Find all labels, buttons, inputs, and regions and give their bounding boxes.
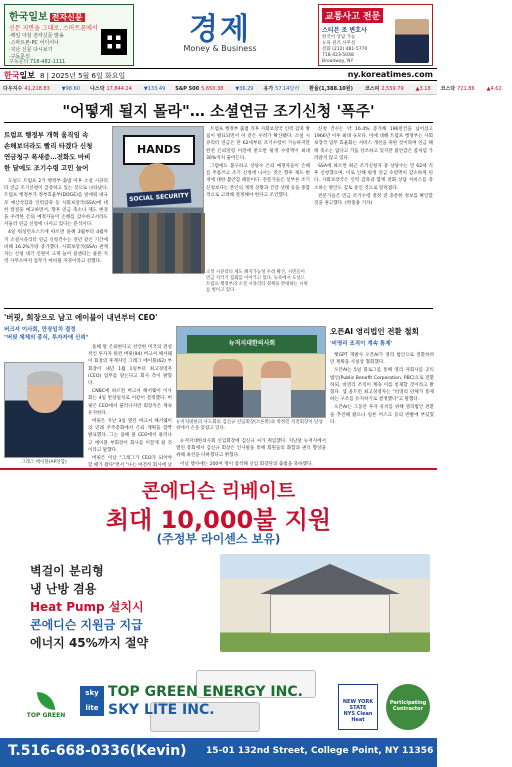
ad-license-note: (주정부 라이센스 보유) (156, 532, 281, 546)
ticker-item: ▼133.49 (143, 86, 166, 92)
ticker-item: ▲3.18 (415, 86, 431, 92)
lead-story-col3: 신청 건수는 약 16.4% 증가해 196만건을 넘어섰고 1966년 이후 최대 규모다. 이에 대해 트럼프 행정부는 사회보장국 업무 효율화는 서비스 개선을 위한 것이라며 연금 혜택 축소는 없다고 거듭 강조하고 있지만 불안감은 좀처럼 가라앉지 않고 있다. SSA에 따르면 최근 조기신청자 중 상당수는 만 62세 직후 신청했으며, 이로 인해 평생 연금 수령액이 감소하게 된다. 사회보장국은 인력 감축과 함께 전화 상담 서비스를 축소하는 방안도 검토 중인 것으로 알려졌다. 전문가들은 연금 조기수령 결정 전 충분한 정보를 확인할 것을 권고했다. (박홍용 기자) (314, 127, 433, 207)
crowd (113, 213, 205, 273)
buffett-headline[interactable]: '버핏, 회장으로 남고 에이블이 내년부터 CEO' (4, 313, 158, 322)
divider (4, 122, 433, 123)
ad-address: 15-01 132nd Street, College Point, NY 11356 (206, 746, 434, 756)
ticker-item: S&P 500 5,650.38 (175, 86, 224, 92)
promo-logo: 한국일보 전자신문 (9, 12, 83, 23)
ceremony-story: 뉴저지대한의사회 신임회장에 김신규 씨가 취임했다. 지난달 뉴저지에서 열린 총회에서 김신규 회장은 인사말을 통해 회원들의 화합과 권익 향상을 위해 최선을 다하겠다고 밝혔다. 이날 행사에는 200여 명이 참석해 신임 회장단의 출범을 축하했다. (176, 439, 326, 467)
ceremony-photo-caption: 뉴저지대한의 사도회의 김신규 신임회장(오른쪽)과 박정민 직전회장이 단상 위에서 손을 맞잡고 있다. (176, 420, 323, 431)
ad-headline-amount: 최대 10,000불 지원 (105, 506, 332, 534)
masthead (0, 0, 437, 82)
lawyer-ad-badge: 교통사고 전문 (322, 8, 383, 23)
masthead-bar (0, 68, 437, 81)
divider (4, 308, 433, 309)
abel-photo[interactable] (4, 362, 84, 458)
lead-story-col2: 트럼프 행정부 출범 직후 사회보장국 인력 감축 방침이 발표되면서 이 같은 우려가 확산됐다. 소셜 시큐리티 연금은 만 62세부터 조기수령이 가능하지만 완전 은퇴연령 이전에 받으면 평생 수령액이 최대 30%까지 줄어든다. 그럼에도 불구하고 상당수 은퇴 예정자들이 손해를 무릅쓰고 조기 신청에 나서는 것은 향후 제도 변경에 대한 불안감 때문이다. 전문가들은 섣부른 조기 신청보다는 본인의 재정 상황과 건강 상태 등을 종합적으로 고려해 결정해야 한다고 조언했다. (206, 127, 310, 198)
participating-contractor-badge: Participating Contractor (386, 684, 430, 730)
openai-headline[interactable]: 오픈AI 영리법인 전환 철회 (330, 327, 419, 336)
ticker-item: ▼98.60 (61, 86, 80, 92)
section-title: 경제 (189, 12, 251, 47)
ceremony-banner: 뉴저지대한의사회 (187, 335, 317, 353)
openai-story-col: 챗GPT 개발사 오픈AI가 영리 법인으로 전환하려던 계획을 사실상 철회했다. 오픈AI는 5일 블로그를 통해 영리 자회사를 공익법인(Public Benefit Corporation, PBC)으로 전환하되, 비영리 조직이 계속 이를 통제할 것이라고 밝혔다. 샘 올트먼 최고경영자는 "비영리 단체가 통제하는 구조를 유지하기로 결정했다"고 말했다. 오픈AI는 그동안 투자 유치를 위해 영리법인 전환을 추진해 왔으나 일론 머스크 등의 반발에 부딪혔다. (330, 353, 434, 425)
lead-story-col1: 도널드 트럼프 2기 행정부 출범 이후 소셜 시큐리티 연금 조기신청이 급증하고 있는 것으로 나타났다. 트럼프 행정부가 정부효율부(DOGE)를 앞세워 대규모 예산삭감과 인력감축 등 사회보장국(SSA)에 대한 칼질을 예고하면서, 향후 연금 축소나 제도 변경을 우려한 은퇴 예정자들이 손해를 감수하고서라도 서둘러 연금 신청에 나서고 있다는 분석이다. 4일 워싱턴포스트에 따르면 올해 3월부터 4월까지 소셜시큐리티 연금 신청건수는 전년 같은 기간에 비해 16.2%가량 증가했다. 사회보장국(SSA) 관계자는 신청 대기 인원이 크게 늘어 콜센터는 물론 지역 사무소마저 업무가 마비될 지경이라고 전했다. (4, 179, 108, 265)
company-name-sky-lite: SKY LITE INC. (108, 702, 215, 718)
wall-shape (270, 594, 390, 634)
site-url[interactable]: ny.koreatimes.com (347, 70, 433, 79)
ticker-item: 나스닥 17,844.24 (89, 86, 132, 92)
lawyer-photo (395, 19, 429, 63)
ticker-item: 다우지수 41,218.83 (3, 86, 50, 92)
e-newspaper-promo[interactable] (4, 4, 134, 66)
lawyer-name: 스티븐 조 변호사 (322, 27, 367, 34)
company-name-top-green: TOP GREEN ENERGY INC. (108, 684, 303, 700)
promo-subtitle: 신문 지면을 그대로, 스마트폰에서 (9, 25, 98, 32)
openai-deck: '비영리 조직이 계속 통제' (330, 341, 393, 347)
ticker-item: ▲4.62 (486, 86, 502, 92)
ticker-item: ▼36.29 (235, 86, 254, 92)
lead-headline[interactable]: "어떻게 될지 몰라"… 소셜연금 조기신청 '폭주' (62, 102, 375, 120)
market-ticker (0, 84, 502, 95)
ad-feature-list: 벽걸이 분리형 냉 난방 겸용 Heat Pump 설치시 콘에디슨 지원금 지급 에너지 45%까지 절약 (30, 564, 149, 650)
section-subtitle: Money & Business (183, 44, 257, 53)
top-green-logo: TOP GREEN (20, 692, 72, 719)
person-figure (213, 359, 243, 417)
protest-photo-caption: 소셜 시큐리티 제도 폐지가능성 우려 확산, 시민들이 연금 지키기 집회를 이어가고 있다. 뉴욕에서 도널드 트럼프 행정부의 소셜 시큐리티 정책을 반대하는 시위를 벌이고 있다. (206, 270, 308, 293)
lead-subheads: 트럼프 행정부 개혁 움직임 속 손해보더라도 빨리 타겠다 신청 연금청구 폭새증…전화도 마비 한 달에도 조기수령 고민 늘어 (4, 131, 93, 172)
leaf-icon (37, 692, 55, 710)
ceremony-photo[interactable] (176, 326, 326, 418)
ticker-item: 환율(1,388.10원) (309, 86, 353, 92)
ad-contact-bar (0, 738, 437, 767)
lawyer-info: 한국어 상담 가능 뉴욕 퀸즈 사무실 전화 (212) 481-5770 718-423-5048 Broadway, NY (322, 35, 368, 64)
abel-photo-caption: 그레그 에이블(AP연합) (21, 460, 67, 465)
qr-code-icon[interactable] (101, 29, 127, 55)
buffett-deck: 버크셔 이사회, 만장일치 결정 "버핏 체제의 종식, 투자자에 신뢰" (4, 327, 89, 341)
ad-headline: 콘에디슨 리베이트 (141, 480, 296, 502)
nys-seal: NEW YORK STATE NYS Clean Heat (338, 684, 378, 730)
ticker-item: 코스피 2,559.79 (364, 86, 404, 92)
hands-off-sign: HANDS (123, 135, 195, 165)
issue-date: 8 | 2025년 5월 6일 화요일 (40, 72, 126, 80)
ad-phone[interactable]: T.516-668-0336(Kevin) (8, 743, 187, 759)
roof-shape (260, 564, 400, 594)
ticker-item: 유가 57.14달러 (263, 86, 300, 92)
buffett-story-col: 올해 말 은퇴한다고 선언한 미국의 전설적인 투자자 워런 버핏(94) 버크셔 해서웨이 회장의 후계자인 그레그 에이블(62) 부회장이 내년 1월 1일부터 최고경영자(CEO) 업무를 맡는다고 회사 측이 밝혔다. CNBC에 따르면 버크셔 해서웨이 이사회는 4일 만장일치로 이같이 결정했다. 버핏은 CEO에서 물러나지만 회장직은 계속 유지한다. 버핏은 지난 3일 열린 버크셔 해서웨이의 연례 주주총회에서 은퇴 계획을 깜짝 발표했다. 그는 올해 말 CEO에서 물러나고 에이블 부회장이 회사를 이끌게 될 것이라고 말했다. 버핏은 이날 "그레그가 CEO가 되어야 할 때가 왔다"면서 "나는 여전히 회사에 남 (88, 345, 172, 469)
protest-photo[interactable] (112, 126, 204, 274)
social-security-sign: SOCIAL SECURITY (127, 189, 192, 207)
house-image (220, 554, 430, 652)
sky-lite-logo: sky lite (80, 686, 104, 716)
ticker-item: 코스닥 721.86 (440, 86, 475, 92)
promo-phone: 구독문의 718-482-1111 (9, 59, 66, 65)
lawyer-ad[interactable] (318, 4, 433, 66)
hair-figure (27, 371, 63, 385)
brand-logo[interactable]: 한국일보 (4, 71, 35, 80)
promo-list: ·매일 아침 전자신문 발송 ·스마트폰·PC 어디서나 ·지난 신문 다시보기 ·구독문의 (9, 33, 64, 60)
person-figure (261, 361, 291, 417)
heat-pump-ad[interactable] (0, 468, 437, 765)
